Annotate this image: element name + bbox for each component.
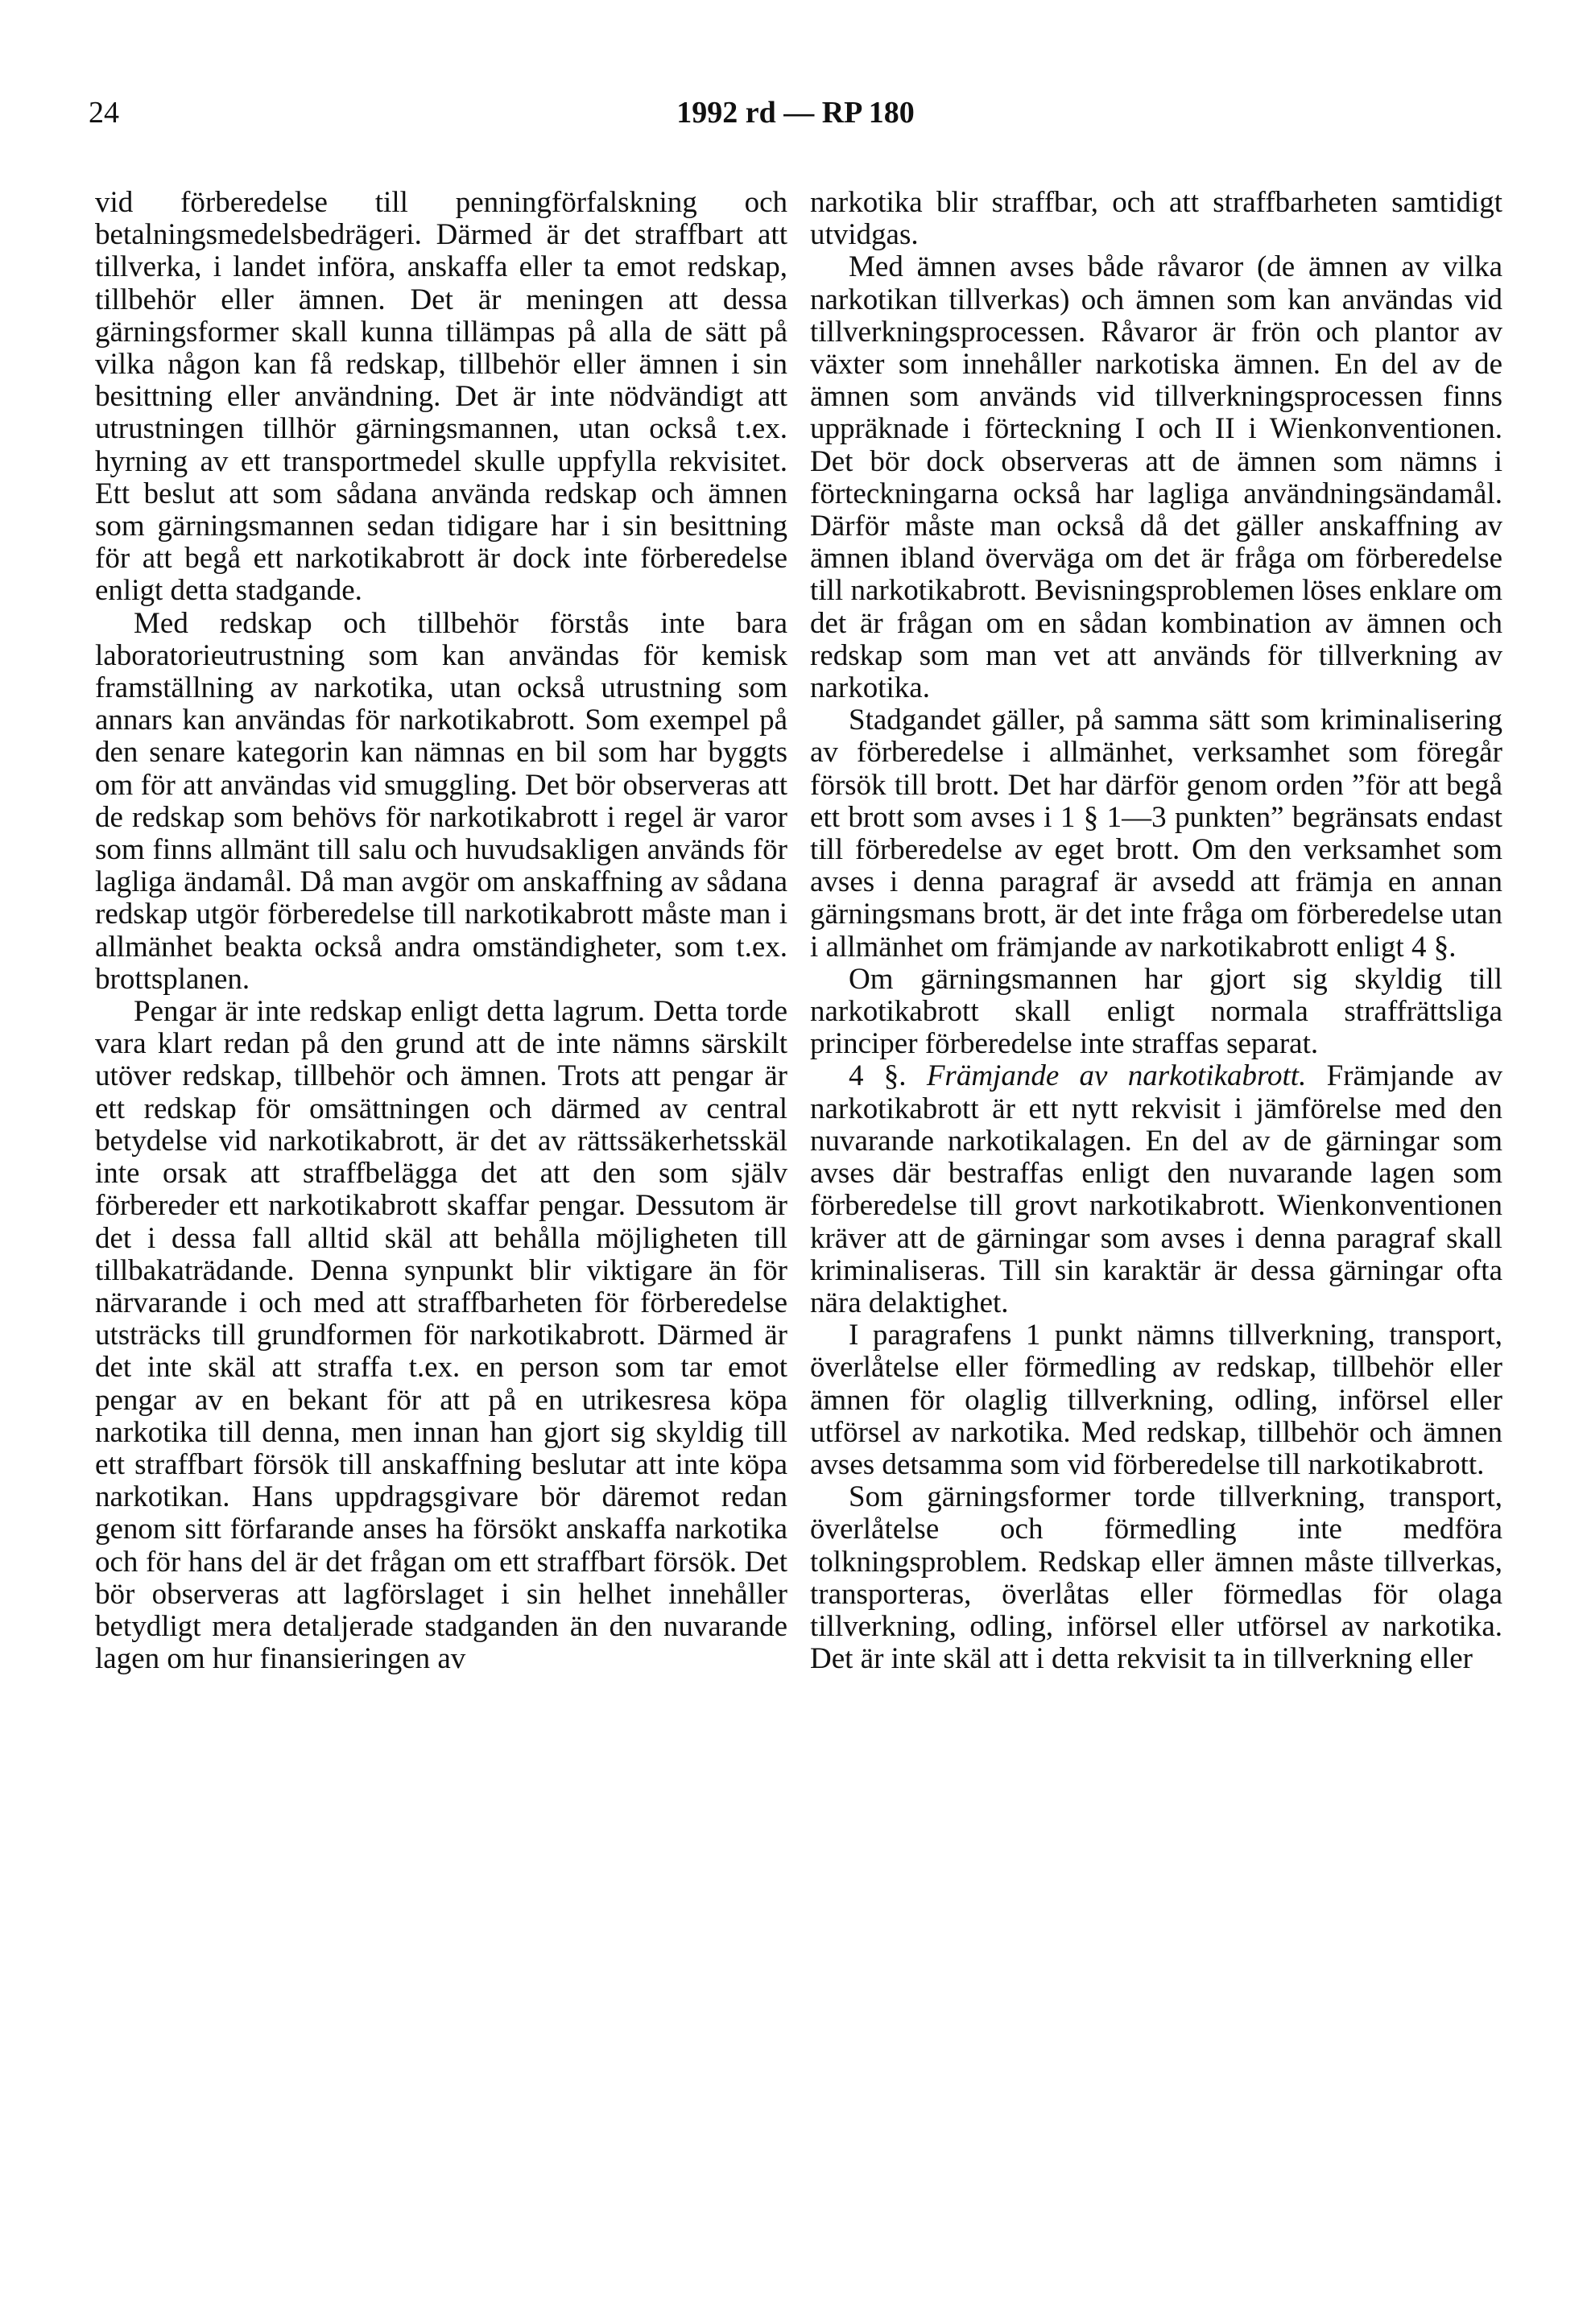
right-paragraph-7: Som gärningsformer torde tillverkning, transport, överlåtelse och förmedling inte medföra tolkningsproblem. Redskap eller ämnen måste tillverkas, transporteras, överlåtas eller förmedlas för olaga tillverkning, odling, införsel eller utförsel av narkotika. Det är inte skäl att i detta rekvisit ta in tillverkning eller [810, 1480, 1502, 1676]
left-column [95, 187, 787, 1675]
page-number: 24 [89, 96, 119, 130]
right-paragraph-5 [810, 1060, 1502, 1319]
right-paragraph-6: I paragrafens 1 punkt nämns tillverkning, transport, överlåtelse eller förmedling av redskap, tillbehör eller ämnen för olaglig tillverkning, odling, införsel eller utförsel av narkotika. Med redskap, tillbehör och ämnen avses detsamma som vid förberedelse till narkotikabrott. [810, 1319, 1502, 1481]
left-paragraph-1: vid förberedelse till penningförfalskning och betalningsmedelsbedrägeri. Därmed är det straffbart att tillverka, i landet införa, anskaffa eller ta emot redskap, tillbehör eller ämnen. Det är meningen att dessa gärningsformer skall kunna tillämpas på alla de sätt på vilka någon kan få redskap, tillbehör eller ämnen i sin besittning eller användning. Det är inte nödvändigt att utrustningen tillhör gärningsmannen, utan också t.ex. hyrning av ett transportmedel skulle uppfylla rekvisitet. Ett beslut att som sådana använda redskap och ämnen som gärningsmannen sedan tidigare har i sin besittning för att begå ett narkotikabrott är dock inte förberedelse enligt detta stadgande. [95, 186, 787, 608]
right-paragraph-1: narkotika blir straffbar, och att straffbarheten samtidigt utvidgas. [810, 186, 1502, 252]
right-paragraph-4: Om gärningsmannen har gjort sig skyldig till narkotikabrott skall enligt normala straffrättsliga principer förberedelse inte straffas separat. [810, 962, 1502, 1061]
right-column [810, 187, 1502, 1675]
section-title: Främjande av narkotikabrott. [926, 1059, 1307, 1093]
left-paragraph-2: Med redskap och tillbehör förstås inte bara laboratorieutrustning som kan användas för kemisk framställning av narkotika, utan också utrustning som annars kan användas för narkotikabrott. Som exempel på den senare kategorin kan nämnas en bil som har byggts om för att användas vid smuggling. Det bör observeras att de redskap som behövs för narkotikabrott i regel är varor som finns allmänt till salu och huvudsakligen används för lagliga ändamål. Då man avgör om anskaffning av sådana redskap utgör förberedelse till narkotikabrott måste man i allmänhet beakta också andra omständigheter, som t.ex. brottsplanen. [95, 606, 787, 996]
running-head: 1992 rd — RP 180 [676, 96, 915, 130]
section-text: Främjande av narkotikabrott är ett nytt rekvisit i jämförelse med den nuvarande narkotikalagen. En del av de gärningar som avses där bestraffas enligt den nuvarande lagen som förberedelse till grovt narkotikabrott. Wienkonventionen kräver att de gärningar som avses i denna paragraf skall kriminaliseras. Till sin karaktär är dessa gärningar ofta nära delaktighet. [810, 1059, 1503, 1319]
page-header [89, 95, 1502, 143]
right-paragraph-3: Stadgandet gäller, på samma sätt som kriminalisering av förberedelse i allmänhet, verksamhet som föregår försök till brott. Det har därför genom orden ”för att begå ett brott som avses i 1 § 1—3 punkten” begränsats endast till förberedelse av eget brott. Om den verksamhet som avses i denna paragraf är avsedd att främja en annan gärningsmans brott, är det inte fråga om förberedelse utan i allmänhet om främjande av narkotikabrott enligt 4 §. [810, 704, 1502, 964]
left-paragraph-3: Pengar är inte redskap enligt detta lagrum. Detta torde vara klart redan på den grund att de inte nämns särskilt utöver redskap, tillbehör och ämnen. Trots att pengar är ett redskap för omsättningen och därmed av central betydelse vid narkotikabrott, är det av rättssäkerhetsskäl inte orsak att straffbelägga det att den som själv förbereder ett narkotikabrott skaffar pengar. Dessutom är det i dessa fall alltid skäl att behålla möjligheten till tillbakaträdande. Denna synpunkt blir viktigare än för närvarande i och med att straffbarheten för förberedelse utsträcks till grundformen för narkotikabrott. Därmed är det inte skäl att straffa t.ex. en person som tar emot pengar av en bekant för att på en utrikesresa köpa narkotika till denna, men innan han gjort sig skyldig till ett straffbart försök till anskaffning beslutar att inte köpa narkotikan. Hans uppdragsgivare bör däremot redan genom sitt förfarande anses ha försökt anskaffa narkotika och för hans del är det frågan om ett straffbart försök. Det bör observeras att lagförslaget i sin helhet innehåller betydligt mera detaljerade stadganden än den nuvarande lagen om hur finansieringen av [95, 995, 787, 1676]
section-number: 4 §. [849, 1059, 907, 1093]
right-paragraph-2: Med ämnen avses både råvaror (de ämnen av vilka narkotikan tillverkas) och ämnen som kan användas vid tillverkningsprocessen. Råvaror är frön och plantor av växter som innehåller narkotiska ämnen. En del av de ämnen som används vid tillverkningsprocessen finns uppräknade i förteckning I och II i Wienkonventionen. Det bör dock observeras att de ämnen som nämns i förteckningarna också har lagliga användningsändamål. Därför måste man också då det gäller anskaffning av ämnen ibland överväga om det är fråga om förberedelse till narkotikabrott. Bevisningsproblemen löses enklare om det är frågan om en sådan kombination av ämnen och redskap som man vet att används för tillverkning av narkotika. [810, 250, 1502, 705]
